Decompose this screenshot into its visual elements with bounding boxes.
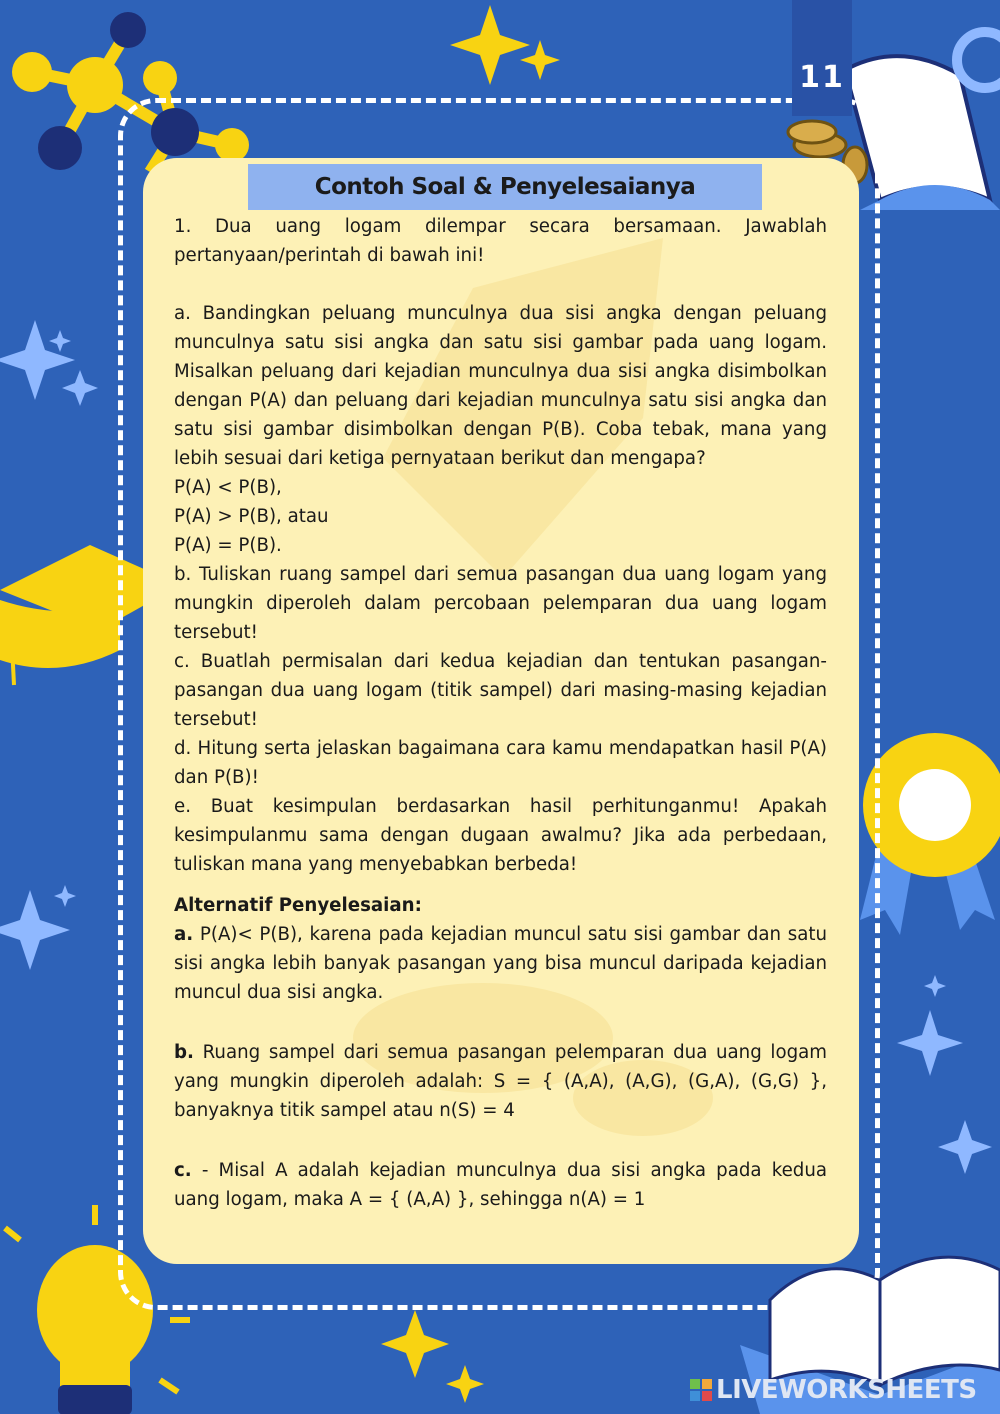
award-ribbon-icon [860, 733, 1000, 935]
option-3: P(A) = P(B). [174, 535, 282, 556]
question-c: c. Buatlah permisalan dari kedua kejadian dan tentukan pasangan-pasangan dua uang logam (titik sampel) dari masing-masing kejadian tersebut! [174, 651, 827, 730]
option-2: P(A) > P(B), atau [174, 506, 329, 527]
question-d: d. Hitung serta jelaskan bagaimana cara kamu mendapatkan hasil P(A) dan P(B)! [174, 738, 827, 788]
answer-c-text: - Misal A adalah kejadian munculnya dua sisi angka pada kedua uang logam, maka A = { (A,A) }, sehingga n(A) = 1 [174, 1160, 827, 1210]
question-e: e. Buat kesimpulan berdasarkan hasil perhitunganmu! Apakah kesimpulanmu sama dengan dugaan awalmu? Jika ada perbedaan, tuliskan mana yang menyebabkan berbeda! [174, 796, 827, 875]
logo-text: LIVEWORKSHEETS [716, 1375, 977, 1405]
content-body [174, 212, 827, 1214]
answer-a-text: P(A)< P(B), karena pada kejadian muncul satu sisi gambar dan satu sisi angka lebih banyak pasangan yang bisa muncul daripada kejadian muncul dua sisi angka. [174, 924, 827, 1003]
question-a: a. Bandingkan peluang munculnya dua sisi angka dengan peluang munculnya satu sisi angka dan satu sisi gambar pada uang logam. Misalkan peluang dari kejadian munculnya dua sisi angka disimbolkan dengan P(A) dan peluang dari kejadian munculnya satu sisi angka dan satu sisi gambar disimbolkan dengan P(B). Coba tebak, mana yang lebih sesuai dari ketiga pernyataan berikut dan mengapa? [174, 303, 827, 469]
question-intro: 1. Dua uang logam dilempar secara bersamaan. Jawablah pertanyaan/perintah di bawah ini! [174, 216, 827, 266]
answer-a-label: a. [174, 924, 194, 945]
question-b: b. Tuliskan ruang sampel dari semua pasangan dua uang logam yang mungkin diperoleh dalam percobaan pelemparan dua uang logam tersebut! [174, 564, 827, 643]
page-title: Contoh Soal & Penyelesaianya [248, 164, 762, 210]
answer-a [174, 920, 827, 1007]
answer-heading: Alternatif Penyelesaian: [174, 895, 422, 916]
logo-grid-icon [690, 1379, 712, 1401]
answer-b-label: b. [174, 1042, 194, 1063]
answer-c-label: c. [174, 1160, 192, 1181]
answer-c [174, 1156, 827, 1214]
liveworksheets-logo[interactable] [690, 1374, 977, 1406]
answer-b-text: Ruang sampel dari semua pasangan pelemparan dua uang logam yang mungkin diperoleh adalah: S = { (A,A), (A,G), (G,A), (G,G) }, banyaknya titik sampel atau n(S) = 4 [174, 1042, 827, 1121]
page-number: 11 [792, 0, 852, 116]
option-1: P(A) < P(B), [174, 477, 282, 498]
answer-b [174, 1038, 827, 1125]
